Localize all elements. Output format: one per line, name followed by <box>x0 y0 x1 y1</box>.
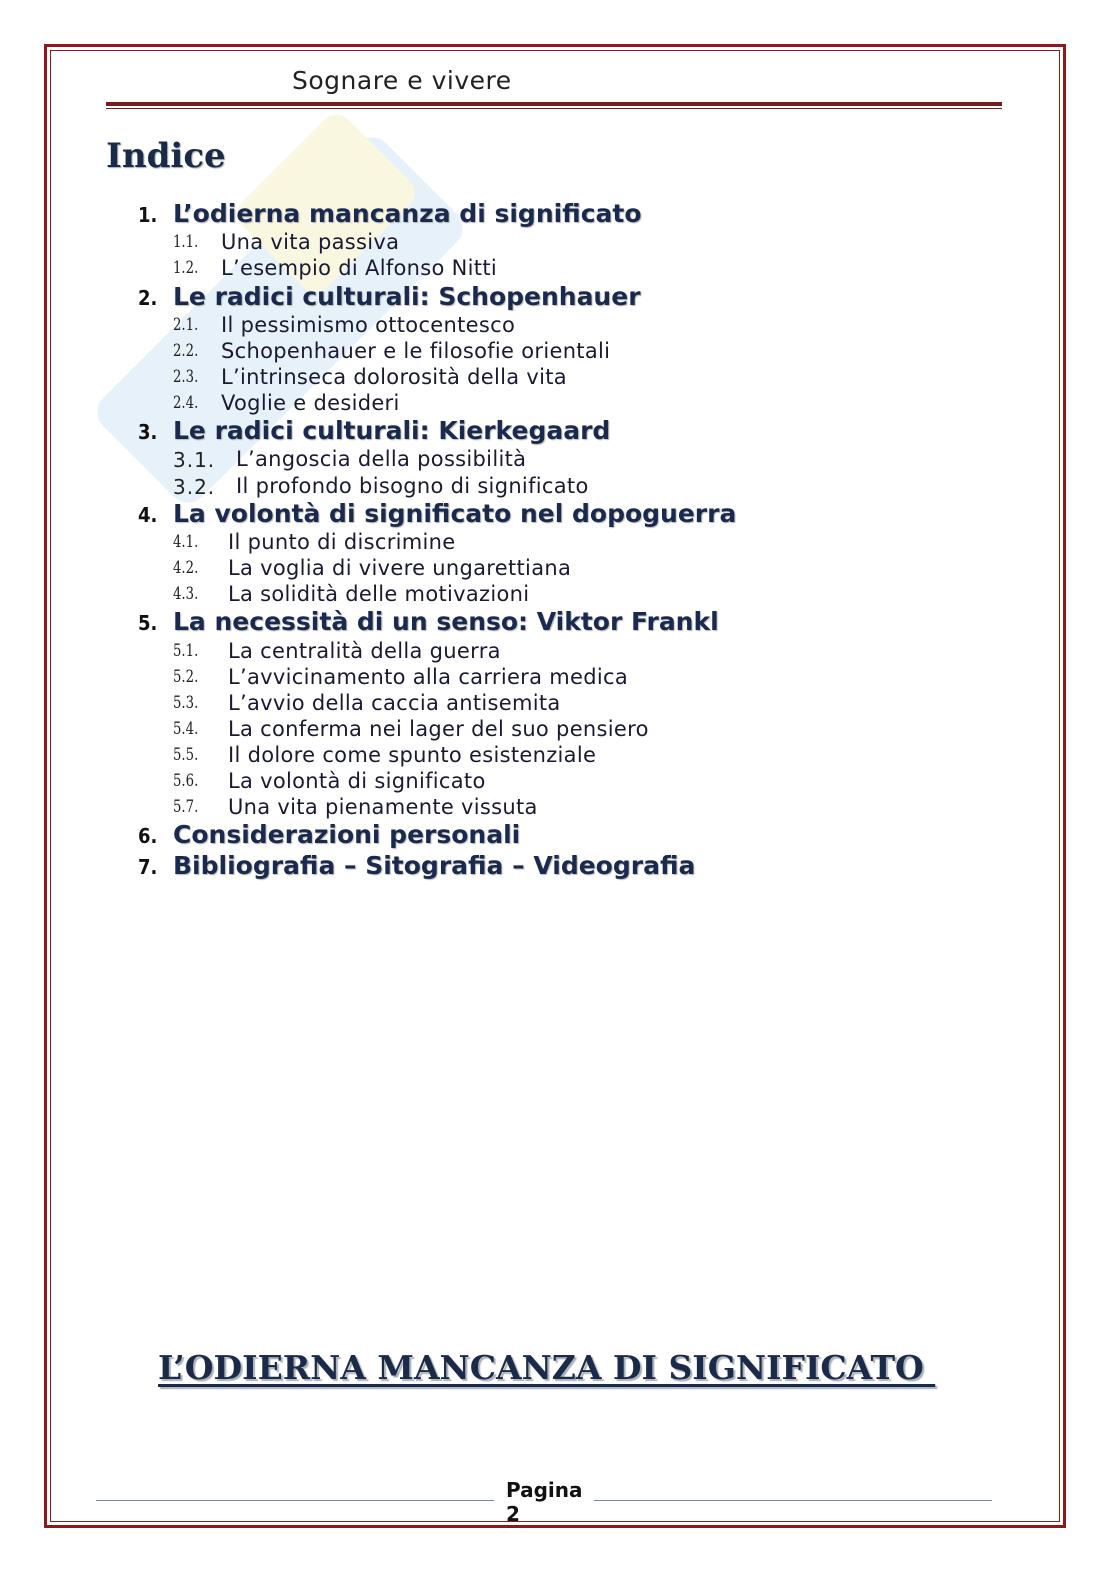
toc-label: Una vita pienamente vissuta <box>228 795 538 819</box>
toc-number: 5.4. <box>173 719 199 739</box>
toc-label: Il dolore come spunto esistenziale <box>228 743 597 767</box>
toc-number: 5.7. <box>173 797 199 817</box>
chapter-title: L’ODIERNA MANCANZA DI SIGNIFICATO <box>158 1348 936 1387</box>
toc-label: Bibliografia – Sitografia – Videografia <box>173 851 696 880</box>
toc-label: Le radici culturali: Kierkegaard <box>173 416 611 445</box>
toc-number: 2.1. <box>173 315 199 335</box>
toc-label: L’odierna mancanza di significato <box>173 199 642 228</box>
toc-number: 2.2. <box>173 341 199 361</box>
toc-label: L’esempio di Alfonso Nitti <box>221 256 498 280</box>
toc-label: Schopenhauer e le filosofie orientali <box>221 339 611 363</box>
toc-label: La solidità delle motivazioni <box>228 582 530 606</box>
toc-number: 5.5. <box>173 745 199 765</box>
toc-label: La centralità della guerra <box>228 639 501 663</box>
toc-number: 5. <box>138 611 158 635</box>
toc-number: 1. <box>138 203 158 227</box>
toc-number: 3. <box>138 420 158 444</box>
toc-number: 6. <box>138 824 158 848</box>
toc-label: Le radici culturali: Schopenhauer <box>173 282 641 311</box>
toc-number: 5.1. <box>173 641 199 661</box>
toc-number: 3.1. <box>173 448 216 472</box>
toc-number: 2.3. <box>173 367 199 387</box>
footer-rule-right <box>594 1500 992 1501</box>
toc-number: 5.3. <box>173 693 199 713</box>
toc-label: Il punto di discrimine <box>228 530 456 554</box>
toc-label: Il profondo bisogno di significato <box>236 474 589 498</box>
toc-number: 1.1. <box>173 232 199 252</box>
page-number-value: 2 <box>506 1502 520 1526</box>
toc-number: 5.2. <box>173 667 199 687</box>
toc-label: La volontà di significato nel dopoguerra <box>173 499 737 528</box>
toc-label: La conferma nei lager del suo pensiero <box>228 717 649 741</box>
toc-number: 2.4. <box>173 393 199 413</box>
toc-number: 4.2. <box>173 558 199 578</box>
toc-label: La voglia di vivere ungarettiana <box>228 556 572 580</box>
toc-label: Considerazioni personali <box>173 820 521 849</box>
toc-number: 5.6. <box>173 771 199 791</box>
toc-label: Il pessimismo ottocentesco <box>221 313 516 337</box>
footer-rule-left <box>96 1500 494 1501</box>
toc-number: 2. <box>138 286 158 310</box>
toc-label: L’avvio della caccia antisemita <box>228 691 561 715</box>
toc-number: 4.1. <box>173 532 199 552</box>
toc-number: 4.3. <box>173 584 199 604</box>
toc-label: L’intrinseca dolorosità della vita <box>221 365 567 389</box>
page-label: Pagina <box>506 1478 583 1502</box>
header-title: Sognare e vivere <box>292 66 512 95</box>
toc-label: La volontà di significato <box>228 769 486 793</box>
page-number <box>506 1478 583 1526</box>
toc-label: L’avvicinamento alla carriera medica <box>228 665 629 689</box>
toc-label: Voglie e desideri <box>221 391 400 415</box>
toc-number: 4. <box>138 503 158 527</box>
toc-label: Una vita passiva <box>221 230 400 254</box>
toc-number: 3.2. <box>173 475 216 499</box>
toc-label: L’angoscia della possibilità <box>236 447 527 471</box>
toc-number: 7. <box>138 855 158 879</box>
toc-number: 1.2. <box>173 258 199 278</box>
toc-label: La necessità di un senso: Viktor Frankl <box>173 607 719 636</box>
toc-heading: Indice <box>106 136 226 176</box>
